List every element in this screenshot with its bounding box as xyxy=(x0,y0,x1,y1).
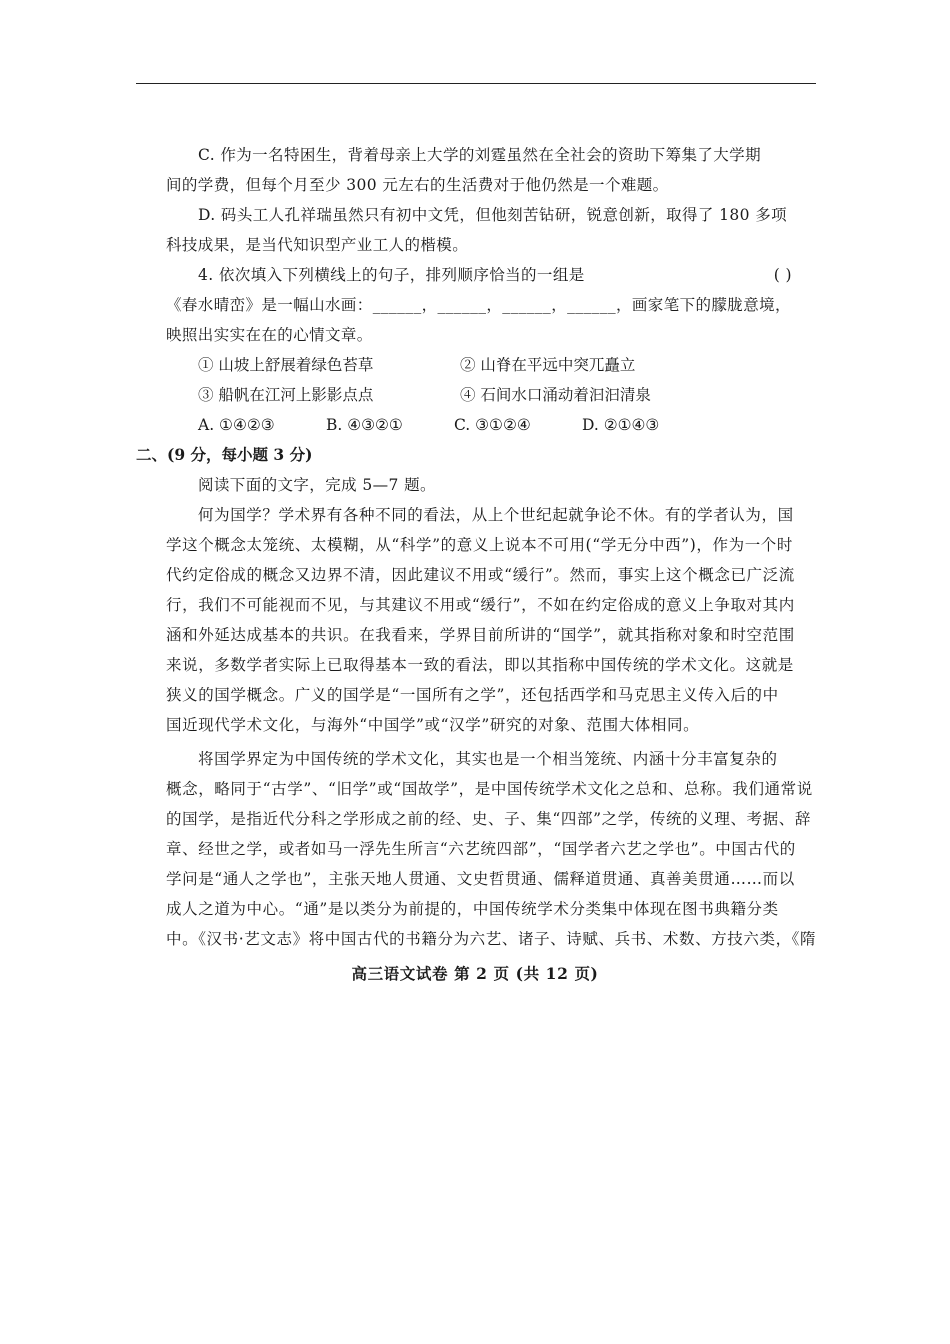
question3-option-d xyxy=(166,200,796,260)
section-instruction: 阅读下面的文字，完成 5—7 题。 xyxy=(198,476,436,494)
question4-stem: 4. 依次填入下列横线上的句子，排列顺序恰当的一组是 xyxy=(198,266,585,284)
passage-line: 涵和外延达成基本的共识。在我看来，学界目前所讲的“国学”，就其指称对象和时空范围 xyxy=(166,626,795,644)
question4-stem-row xyxy=(166,260,796,290)
passage-line: 概念，略同于“古学”、“旧学”或“国故学”，是中国传统学术文化之总和、总称。我们通常说 xyxy=(166,780,813,798)
passage-line: 学问是“通人之学也”，主张天地人贯通、文史哲贯通、儒释道贯通、真善美贯通……而以 xyxy=(166,870,795,888)
choice-c: C. ③①②④ xyxy=(454,416,531,434)
text-line: C. 作为一名特困生，背着母亲上大学的刘霆虽然在全社会的资助下筹集了大学期 xyxy=(198,146,761,164)
passage-line: 狭义的国学概念。广义的国学是“一国所有之学”，还包括西学和马克思主义传入后的中 xyxy=(166,686,779,704)
passage-line: 代约定俗成的概念又边界不清，因此建议不用或“缓行”。然而，事实上这个概念已广泛流 xyxy=(166,566,795,584)
question4-item: ④ 石间水口涌动着汩汩清泉 xyxy=(460,386,651,404)
exam-page xyxy=(136,140,817,954)
question4-choices xyxy=(166,410,796,440)
header-rule xyxy=(136,83,816,84)
question4-item: ③ 船帆在江河上影影点点 xyxy=(198,386,374,404)
question4-item: ② 山脊在平远中突兀矗立 xyxy=(460,356,636,374)
question4-prompt-line: 《春水晴峦》是一幅山水画：______，______，______，______，画家笔下的朦胧意境， xyxy=(166,296,791,314)
passage-line: 何为国学？学术界有各种不同的看法，从上个世纪起就争论不休。有的学者认为，国 xyxy=(198,506,794,524)
question4 xyxy=(166,260,796,440)
passage-line: 成人之道为中心。“通”是以类分为前提的，中国传统学术分类集中体现在图书典籍分类 xyxy=(166,900,779,918)
answer-parenthesis: ( ) xyxy=(773,266,792,284)
passage-line: 行，我们不可能视而不见，与其建议不用或“缓行”，不如在约定俗成的意义上争取对其内 xyxy=(166,596,795,614)
passage-line: 学这个概念太笼统、太模糊，从“科学”的意义上说本不可用(“学无分中西”)，作为一个时 xyxy=(166,536,793,554)
passage-line: 章、经世之学，或者如马一浮先生所言“六艺统四部”，“国学者六艺之学也”。中国古代的 xyxy=(166,840,796,858)
choice-d: D. ②①④③ xyxy=(582,416,660,434)
passage-line: 来说，多数学者实际上已取得基本一致的看法，即以其指称中国传统的学术文化。这就是 xyxy=(166,656,794,674)
choice-b: B. ④③②① xyxy=(326,416,403,434)
passage-paragraph-2 xyxy=(166,744,817,954)
question4-items-row xyxy=(166,380,796,410)
passage-line: 的国学，是指近代分科之学形成之前的经、史、子、集“四部”之学，传统的义理、考据、辞 xyxy=(166,810,811,828)
question4-items-row xyxy=(166,350,796,380)
text-line: 科技成果，是当代知识型产业工人的楷模。 xyxy=(166,236,469,254)
question3-option-c xyxy=(166,140,796,200)
passage-line: 中。《汉书·艺文志》将中国古代的书籍分为六艺、诸子、诗赋、兵书、术数、方技六类，《隋 xyxy=(166,930,817,948)
text-line: 间的学费，但每个月至少 300 元左右的生活费对于他仍然是一个难题。 xyxy=(166,176,669,194)
section-heading: 二、(9 分，每小题 3 分) xyxy=(136,445,313,464)
question4-item: ① 山坡上舒展着绿色苔草 xyxy=(198,356,374,374)
page-footer: 高三语文试卷 第 2 页 (共 12 页) xyxy=(351,964,599,983)
passage-line: 国近现代学术文化，与海外“中国学”或“汉学”研究的对象、范围大体相同。 xyxy=(166,716,700,734)
passage-line: 将国学界定为中国传统的学术文化，其实也是一个相当笼统、内涵十分丰富复杂的 xyxy=(198,750,778,768)
passage-paragraph-1 xyxy=(166,500,796,740)
question4-prompt-line: 映照出实实在在的心情文章。 xyxy=(166,326,373,344)
choice-a: A. ①④②③ xyxy=(198,416,275,434)
text-line: D. 码头工人孔祥瑞虽然只有初中文凭，但他刻苦钻研，锐意创新，取得了 180 多项 xyxy=(198,206,788,224)
